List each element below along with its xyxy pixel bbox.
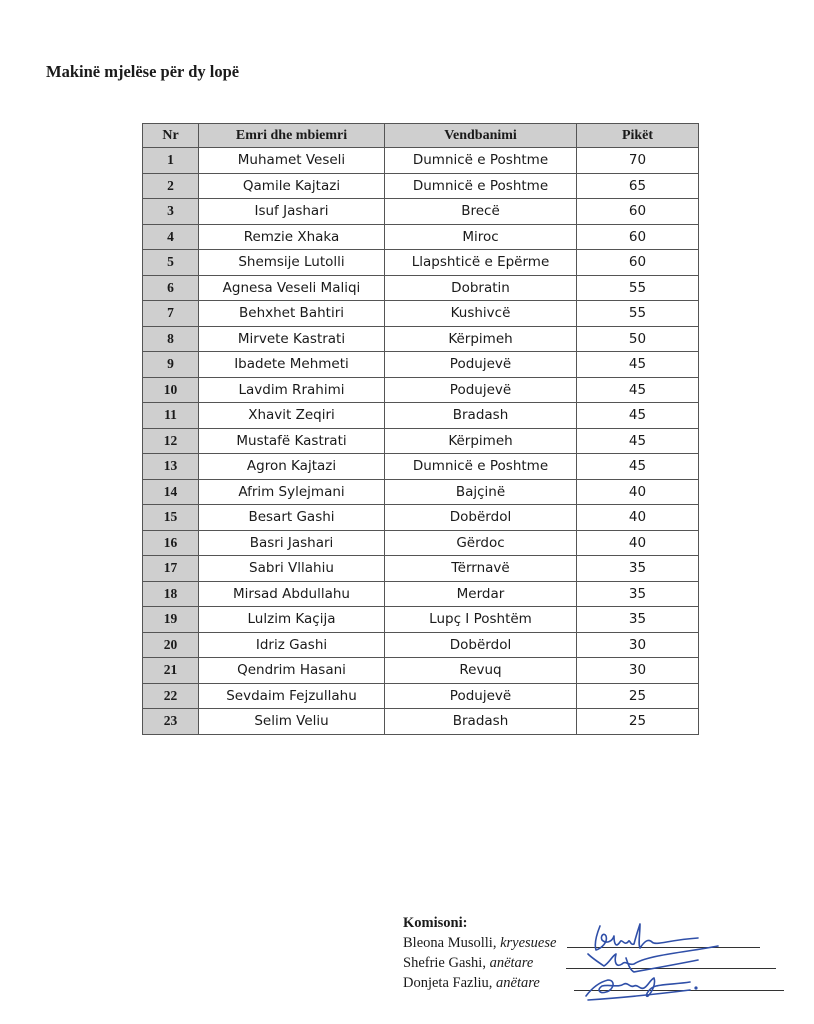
cell-residence: Lupç I Poshtëm	[385, 607, 577, 633]
cell-nr: 17	[143, 556, 199, 582]
committee-member-row	[403, 973, 556, 993]
member-role: anëtare	[496, 975, 540, 991]
cell-residence: Dobratin	[385, 275, 577, 301]
committee-block	[403, 913, 556, 993]
cell-points: 45	[577, 454, 699, 480]
table-row	[143, 377, 699, 403]
cell-residence: Bradash	[385, 709, 577, 735]
cell-name: Sabri Vllahiu	[199, 556, 385, 582]
table-row	[143, 403, 699, 429]
table-row	[143, 352, 699, 378]
table-row	[143, 454, 699, 480]
cell-points: 55	[577, 275, 699, 301]
table-row	[143, 632, 699, 658]
table-row	[143, 581, 699, 607]
cell-points: 45	[577, 377, 699, 403]
table-header-row	[143, 124, 699, 148]
cell-name: Selim Veliu	[199, 709, 385, 735]
table-row	[143, 530, 699, 556]
cell-nr: 19	[143, 607, 199, 633]
cell-points: 55	[577, 301, 699, 327]
cell-name: Afrim Sylejmani	[199, 479, 385, 505]
cell-residence: Podujevë	[385, 683, 577, 709]
cell-points: 40	[577, 530, 699, 556]
cell-name: Lulzim Kaçija	[199, 607, 385, 633]
cell-residence: Miroc	[385, 224, 577, 250]
cell-name: Shemsije Lutolli	[199, 250, 385, 276]
cell-nr: 7	[143, 301, 199, 327]
cell-nr: 14	[143, 479, 199, 505]
cell-name: Sevdaim Fejzullahu	[199, 683, 385, 709]
cell-name: Agron Kajtazi	[199, 454, 385, 480]
cell-nr: 11	[143, 403, 199, 429]
cell-nr: 10	[143, 377, 199, 403]
table-row	[143, 556, 699, 582]
member-role: kryesuese	[500, 935, 557, 951]
cell-points: 60	[577, 224, 699, 250]
committee-member-row	[403, 933, 556, 953]
table-row	[143, 683, 699, 709]
header-name: Emri dhe mbiemri	[199, 124, 385, 148]
cell-residence: Gërdoc	[385, 530, 577, 556]
cell-name: Muhamet Veseli	[199, 148, 385, 174]
table-row	[143, 148, 699, 174]
cell-points: 40	[577, 479, 699, 505]
cell-name: Remzie Xhaka	[199, 224, 385, 250]
cell-residence: Dumnicë e Poshtme	[385, 454, 577, 480]
member-name: Bleona Musolli,	[403, 935, 497, 951]
cell-nr: 3	[143, 199, 199, 225]
cell-nr: 18	[143, 581, 199, 607]
table-row	[143, 199, 699, 225]
cell-nr: 21	[143, 658, 199, 684]
cell-name: Qamile Kajtazi	[199, 173, 385, 199]
cell-residence: Llapshticë e Epërme	[385, 250, 577, 276]
table-body	[143, 148, 699, 735]
cell-residence: Merdar	[385, 581, 577, 607]
cell-residence: Dumnicë e Poshtme	[385, 148, 577, 174]
cell-residence: Brecë	[385, 199, 577, 225]
cell-name: Qendrim Hasani	[199, 658, 385, 684]
member-name: Shefrie Gashi,	[403, 955, 486, 971]
cell-name: Xhavit Zeqiri	[199, 403, 385, 429]
results-table	[142, 123, 699, 735]
cell-nr: 12	[143, 428, 199, 454]
cell-nr: 6	[143, 275, 199, 301]
cell-nr: 4	[143, 224, 199, 250]
cell-residence: Podujevë	[385, 377, 577, 403]
cell-points: 35	[577, 581, 699, 607]
cell-points: 70	[577, 148, 699, 174]
document-title: Makinë mjelëse për dy lopë	[46, 62, 240, 81]
cell-name: Ibadete Mehmeti	[199, 352, 385, 378]
cell-nr: 1	[143, 148, 199, 174]
table-row	[143, 275, 699, 301]
cell-residence: Kërpimeh	[385, 428, 577, 454]
cell-points: 25	[577, 683, 699, 709]
cell-points: 30	[577, 632, 699, 658]
cell-name: Behxhet Bahtiri	[199, 301, 385, 327]
cell-points: 60	[577, 199, 699, 225]
table-row	[143, 479, 699, 505]
header-points: Pikët	[577, 124, 699, 148]
cell-residence: Kushivcë	[385, 301, 577, 327]
table-row	[143, 658, 699, 684]
cell-points: 35	[577, 607, 699, 633]
cell-residence: Revuq	[385, 658, 577, 684]
header-nr: Nr	[143, 124, 199, 148]
cell-nr: 8	[143, 326, 199, 352]
cell-residence: Dumnicë e Poshtme	[385, 173, 577, 199]
cell-nr: 2	[143, 173, 199, 199]
table-row	[143, 709, 699, 735]
cell-points: 65	[577, 173, 699, 199]
cell-name: Basri Jashari	[199, 530, 385, 556]
cell-nr: 16	[143, 530, 199, 556]
cell-points: 25	[577, 709, 699, 735]
header-residence: Vendbanimi	[385, 124, 577, 148]
cell-points: 60	[577, 250, 699, 276]
cell-name: Besart Gashi	[199, 505, 385, 531]
cell-points: 30	[577, 658, 699, 684]
cell-name: Idriz Gashi	[199, 632, 385, 658]
cell-name: Agnesa Veseli Maliqi	[199, 275, 385, 301]
table-row	[143, 428, 699, 454]
cell-nr: 9	[143, 352, 199, 378]
cell-nr: 5	[143, 250, 199, 276]
table-row	[143, 505, 699, 531]
cell-residence: Dobërdol	[385, 632, 577, 658]
cell-name: Isuf Jashari	[199, 199, 385, 225]
table-row	[143, 250, 699, 276]
cell-nr: 15	[143, 505, 199, 531]
cell-residence: Podujevë	[385, 352, 577, 378]
cell-nr: 22	[143, 683, 199, 709]
table-row	[143, 326, 699, 352]
cell-points: 45	[577, 403, 699, 429]
cell-residence: Dobërdol	[385, 505, 577, 531]
cell-residence: Kërpimeh	[385, 326, 577, 352]
handwritten-signatures	[578, 918, 748, 1002]
member-name: Donjeta Fazliu,	[403, 975, 493, 991]
cell-points: 40	[577, 505, 699, 531]
committee-member-row	[403, 953, 556, 973]
cell-points: 50	[577, 326, 699, 352]
cell-nr: 13	[143, 454, 199, 480]
cell-nr: 23	[143, 709, 199, 735]
cell-points: 35	[577, 556, 699, 582]
committee-heading: Komisoni:	[403, 915, 468, 931]
cell-residence: Bradash	[385, 403, 577, 429]
table-row	[143, 224, 699, 250]
cell-name: Mustafë Kastrati	[199, 428, 385, 454]
table-row	[143, 607, 699, 633]
cell-name: Mirsad Abdullahu	[199, 581, 385, 607]
cell-residence: Bajçinë	[385, 479, 577, 505]
cell-nr: 20	[143, 632, 199, 658]
table-row	[143, 301, 699, 327]
cell-residence: Tërrnavë	[385, 556, 577, 582]
cell-name: Lavdim Rrahimi	[199, 377, 385, 403]
cell-points: 45	[577, 428, 699, 454]
cell-name: Mirvete Kastrati	[199, 326, 385, 352]
table-row	[143, 173, 699, 199]
member-role: anëtare	[489, 955, 534, 971]
cell-points: 45	[577, 352, 699, 378]
